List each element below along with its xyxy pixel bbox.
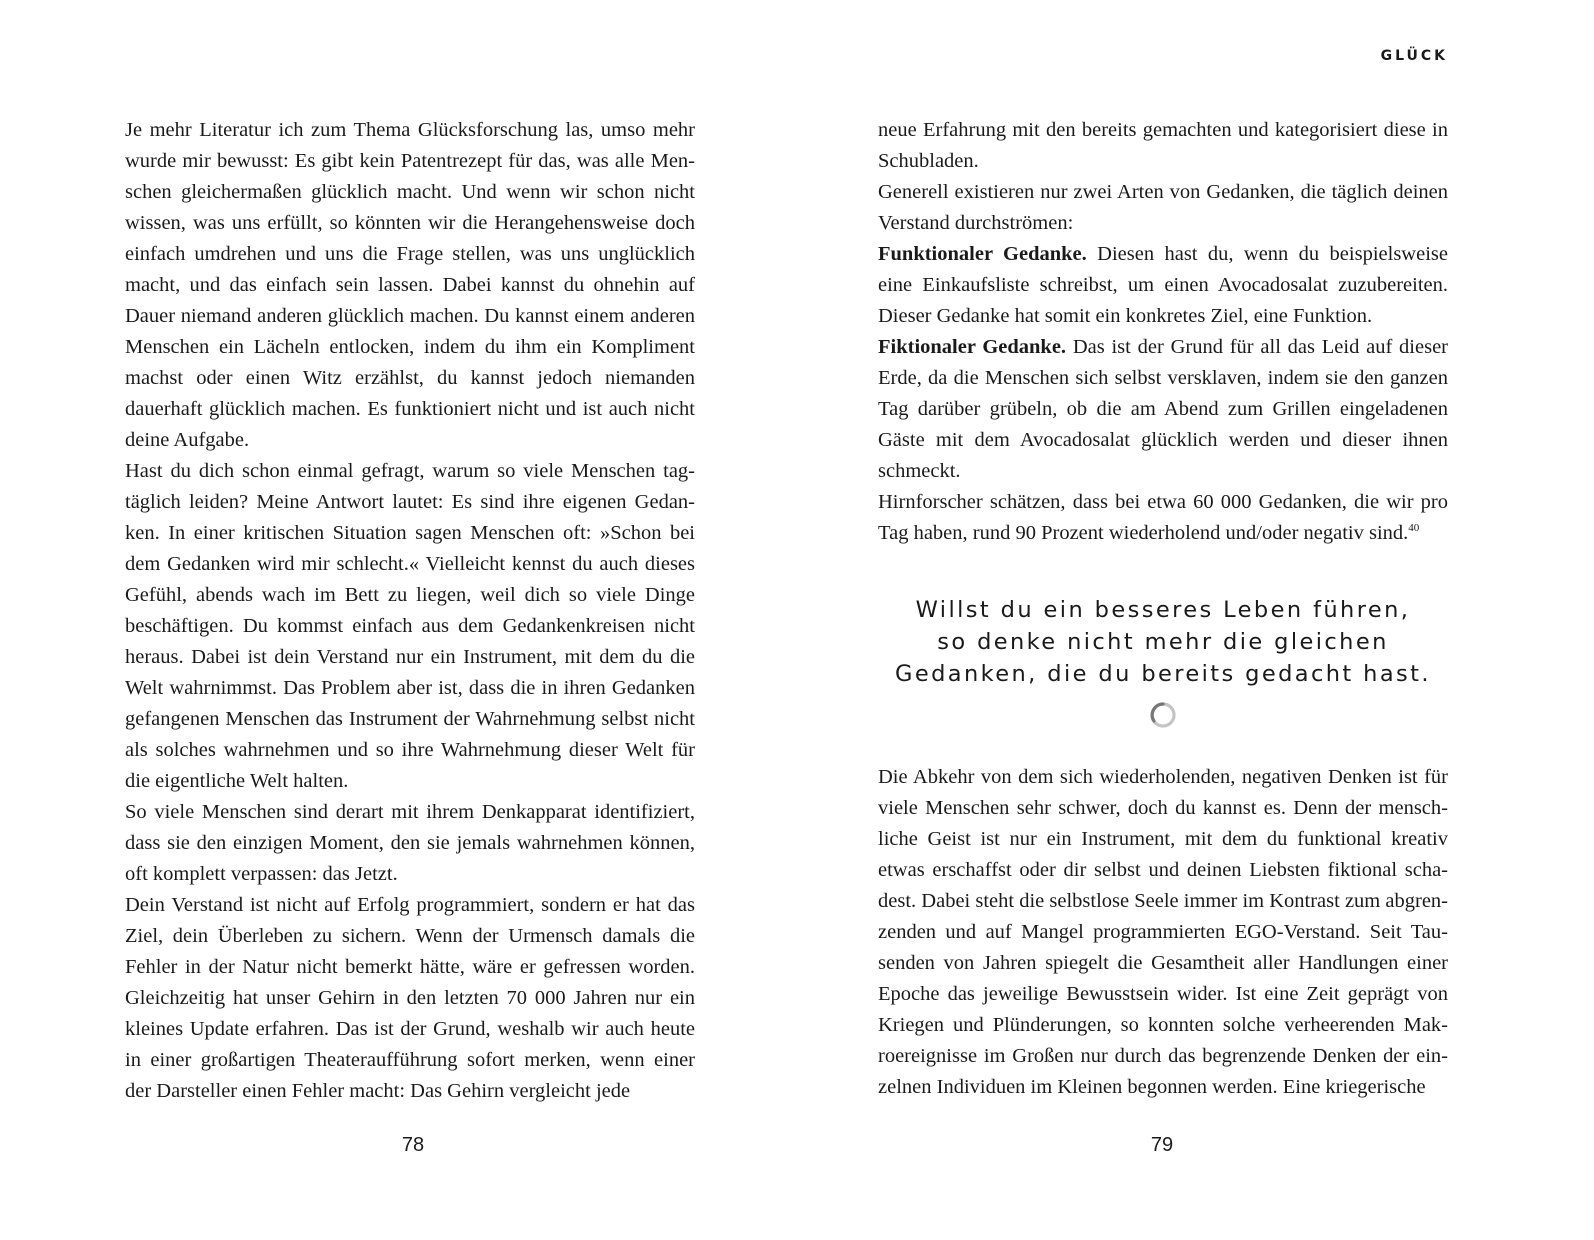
paragraph: Generell existieren nur zwei Arten von Gedanken, die täglich deinen Verstand durchströmen: xyxy=(878,181,1448,234)
term-text: Diesen hast du, wenn du beispielsweise eine Einkaufsliste schreibst, um einen Avocadosalat zuzubereiten. Dieser Gedanke hat somit ein konkretes Ziel, eine Funktion. xyxy=(878,243,1448,327)
paragraph: Hast du dich schon einmal gefragt, warum so viele Menschen tagtäglich leiden? Meine Antwort lautet: Es sind ihre eigenen Gedanken. In einer kritischen Situation sagen Menschen oft: »Schon bei dem Gedanken wird mir schlecht.« Vielleicht kennst du auch dieses Gefühl, abends wach im Bett zu liegen, weil dich so viele Dinge beschäftigen. Du kommst einfach aus dem Gedankenkreisen nicht heraus. Dabei ist dein Verstand nur ein Instrument, mit dem du die Welt wahrnimmst. Das Problem aber ist, dass die in ihren Gedanken gefangenen Menschen das Instrument der Wahrnehmung selbst nicht als solches wahrnehmen und so ihre Wahrnehmung dieser Welt für die eigentliche Welt halten. xyxy=(125,460,695,792)
quote-line: so denke nicht mehr die gleichen xyxy=(937,629,1389,655)
paragraph xyxy=(878,332,1448,487)
pull-quote xyxy=(878,594,1448,690)
term-text: Das ist der Grund für all das Leid auf dieser Erde, da die Menschen sich selbst versklaven, indem sie den ganzen Tag darüber grübeln, ob die am Abend zum Grillen eingeladenen Gäste mit dem Avocadosalat glücklich werden und dieser ihnen schmeckt. xyxy=(878,336,1448,482)
term-heading: Fiktionaler Gedanke. xyxy=(878,336,1067,358)
right-body-text-bottom xyxy=(878,762,1448,1103)
paragraph-text: Hirnforscher schätzen, dass bei etwa 60 000 Gedanken, die wir pro Tag haben, rund 90 Prozent wiederholend und/oder negativ sind. xyxy=(878,491,1448,544)
term-heading: Funktionaler Gedanke. xyxy=(878,243,1087,265)
footnote-marker: 40 xyxy=(1408,522,1420,534)
page-number: 79 xyxy=(1150,1134,1174,1156)
paragraph: Dein Verstand ist nicht auf Erfolg programmiert, sondern er hat das Ziel, dein Überleben zu sichern. Wenn der Urmensch damals die Fehler in der Natur nicht bemerkt hätte, wäre er gefressen worden. Gleichzeitig hat unser Gehirn in den letzten 70 000 Jahren nur ein kleines Update erfahren. Das ist der Grund, weshalb wir auch heute in einer großartigen Theateraufführung sofort merken, wenn einer der Darsteller einen Fehler macht: Das Gehirn vergleicht jede xyxy=(125,894,695,1102)
paragraph: Je mehr Literatur ich zum Thema Glücksforschung las, umso mehr wurde mir bewusst: Es gibt kein Patentrezept für das, was alle Menschen gleichermaßen glücklich macht. Und wenn wir schon nicht wissen, was uns erfüllt, so könnten wir die Herangehensweise doch einfach umdrehen und uns die Frage stellen, was uns unglücklich macht, und das einfach sein lassen. Dabei kannst du ohnehin auf Dauer niemand anderen glücklich machen. Du kannst einem anderen Menschen ein Lächeln entlocken, indem du ihm ein Kompliment machst oder einen Witz erzählst, du kannst jedoch niemanden dauerhaft glücklich machen. Es funktioniert nicht und ist auch nicht deine Aufgabe. xyxy=(125,119,695,451)
paragraph: Die Abkehr von dem sich wiederholenden, negativen Denken ist für viele Menschen sehr schwer, doch du kannst es. Denn der menschliche Geist ist nur ein Instrument, mit dem du funktional kreativ etwas erschaffst oder dir selbst und deinen Liebsten fiktional schadest. Dabei steht die selbstlose Seele immer im Kontrast zum abgrenzenden und auf Mangel programmierten EGO-Verstand. Seit Tausenden von Jahren spiegelt die Gesamtheit aller Handlungen einer Epoche das jeweilige Bewusstsein wider. Ist eine Zeit geprägt von Kriegen und Plünderungen, so konnten solche verheerenden Makroereignisse im Großen nur durch das begrenzende Denken der einzelnen Individuen im Kleinen begonnen werden. Eine kriegerische xyxy=(878,766,1448,1098)
paragraph xyxy=(878,487,1448,549)
quote-line: Gedanken, die du bereits gedacht hast. xyxy=(895,661,1431,687)
paragraph xyxy=(878,239,1448,332)
running-head: GLÜCK xyxy=(1380,48,1448,64)
paragraph: So viele Menschen sind derart mit ihrem Denkapparat identifiziert, dass sie den einzigen Moment, den sie jemals wahrnehmen können, oft komplett verpassen: das Jetzt. xyxy=(125,801,695,885)
right-page xyxy=(797,0,1594,1240)
paragraph: neue Erfahrung mit den bereits gemachten und kategorisiert diese in Schubladen. xyxy=(878,119,1448,172)
quote-line: Willst du ein besseres Leben führen, xyxy=(915,597,1411,623)
circle-brush-icon xyxy=(1149,701,1177,729)
left-body-text xyxy=(125,115,695,1107)
right-body-text-top xyxy=(878,115,1448,549)
page-number: 78 xyxy=(401,1134,425,1156)
